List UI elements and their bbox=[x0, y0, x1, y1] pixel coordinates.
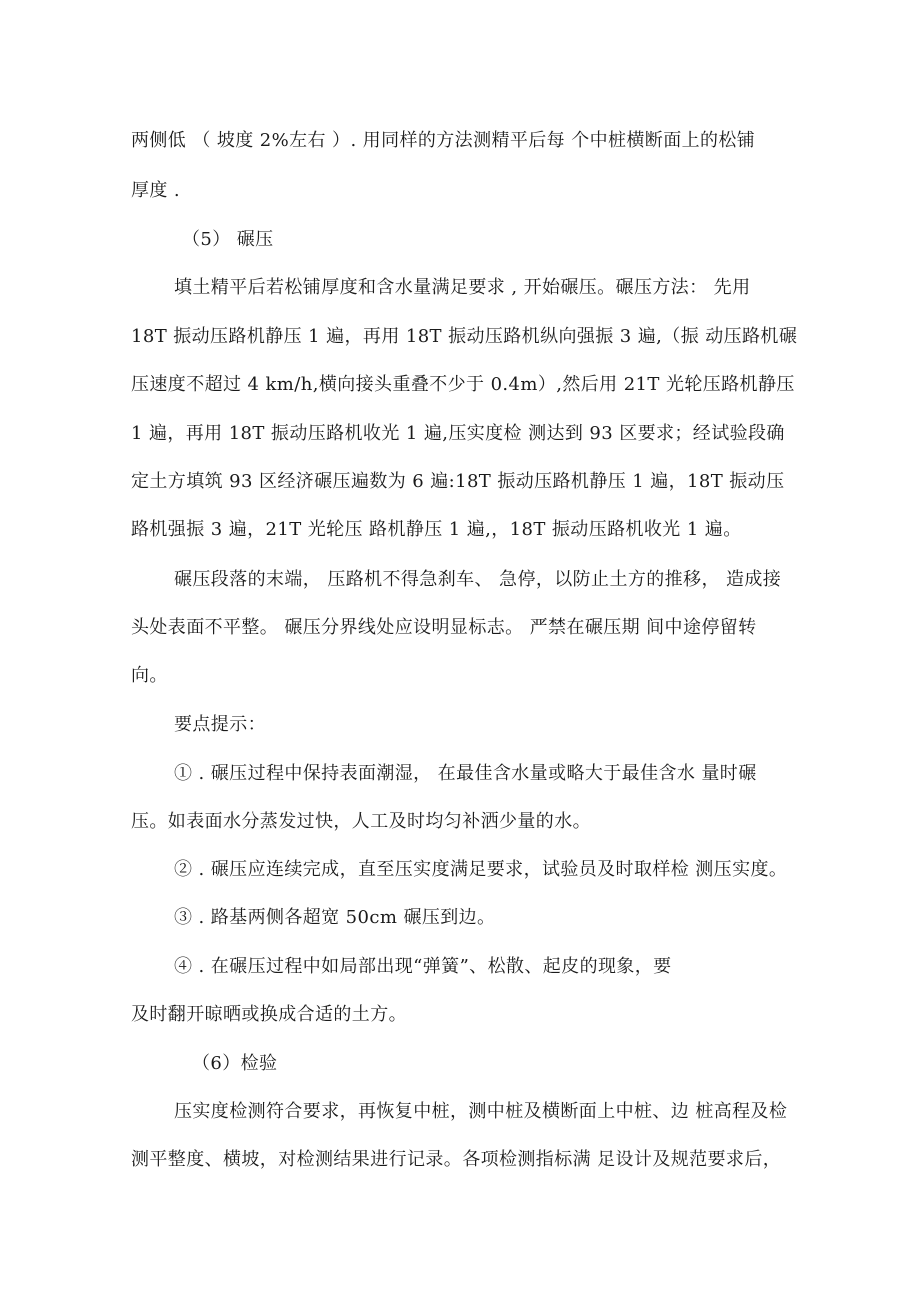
paragraph-line: 向。 bbox=[131, 665, 168, 686]
paragraph-line: 测平整度、横坡，对检测结果进行记录。各项检测指标满 足设计及规范要求后， bbox=[131, 1149, 782, 1170]
paragraph-line: 厚度 . bbox=[131, 180, 181, 201]
list-item-2: ② . 碾压应连续完成，直至压实度满足要求，试验员及时取样检 测压实度。 bbox=[174, 859, 788, 880]
paragraph-line: 压速度不超过 4 km/h,横向接头重叠不少于 0.4m）,然后用 21T 光轮压路机静压 bbox=[131, 374, 795, 395]
section-heading-inspection: （6）检验 bbox=[192, 1053, 278, 1074]
paragraph-line: 1 遍，再用 18T 振动压路机收光 1 遍,压实度检 测达到 93 区要求；经试验段确 bbox=[131, 423, 785, 444]
list-item-3: ③ . 路基两侧各超宽 50cm 碾压到边。 bbox=[174, 907, 496, 928]
key-points-heading: 要点提示： bbox=[174, 714, 266, 735]
paragraph-line: 路机强振 3 遍，21T 光轮压 路机静压 1 遍,，18T 振动压路机收光 1 遍。 bbox=[131, 519, 742, 540]
list-item-1-continued: 压。如表面水分蒸发过快，人工及时均匀补洒少量的水。 bbox=[131, 811, 591, 832]
list-item-1: ① . 碾压过程中保持表面潮湿， 在最佳含水量或略大于最佳含水 量时碾 bbox=[174, 763, 757, 784]
paragraph-line: 压实度检测符合要求，再恢复中桩，测中桩及横断面上中桩、边 桩高程及检 bbox=[174, 1101, 788, 1122]
paragraph-line: 填土精平后若松铺厚度和含水量满足要求 , 开始碾压。碾压方法： 先用 bbox=[174, 277, 751, 298]
list-item-4: ④ . 在碾压过程中如局部出现“弹簧”、松散、起皮的现象，要 bbox=[174, 956, 672, 977]
paragraph-line: 18T 振动压路机静压 1 遍，再用 18T 振动压路机纵向强振 3 遍,（振 动压路机碾 bbox=[131, 326, 798, 347]
section-heading-compaction: （5） 碾压 bbox=[182, 229, 274, 250]
paragraph-line: 定土方填筑 93 区经济碾压遍数为 6 遍:18T 振动压路机静压 1 遍，18T 振动压 bbox=[131, 471, 785, 492]
paragraph-line: 碾压段落的末端， 压路机不得急刹车、 急停，以防止土方的推移， 造成接 bbox=[174, 569, 782, 590]
paragraph-line: 两侧低 （ 坡度 2%左右 ）. 用同样的方法测精平后每 个中桩横断面上的松铺 bbox=[131, 130, 756, 151]
list-item-4-continued: 及时翻开晾晒或换成合适的土方。 bbox=[131, 1004, 407, 1025]
paragraph-line: 头处表面不平整。 碾压分界线处应设明显标志。 严禁在碾压期 间中途停留转 bbox=[131, 617, 757, 638]
